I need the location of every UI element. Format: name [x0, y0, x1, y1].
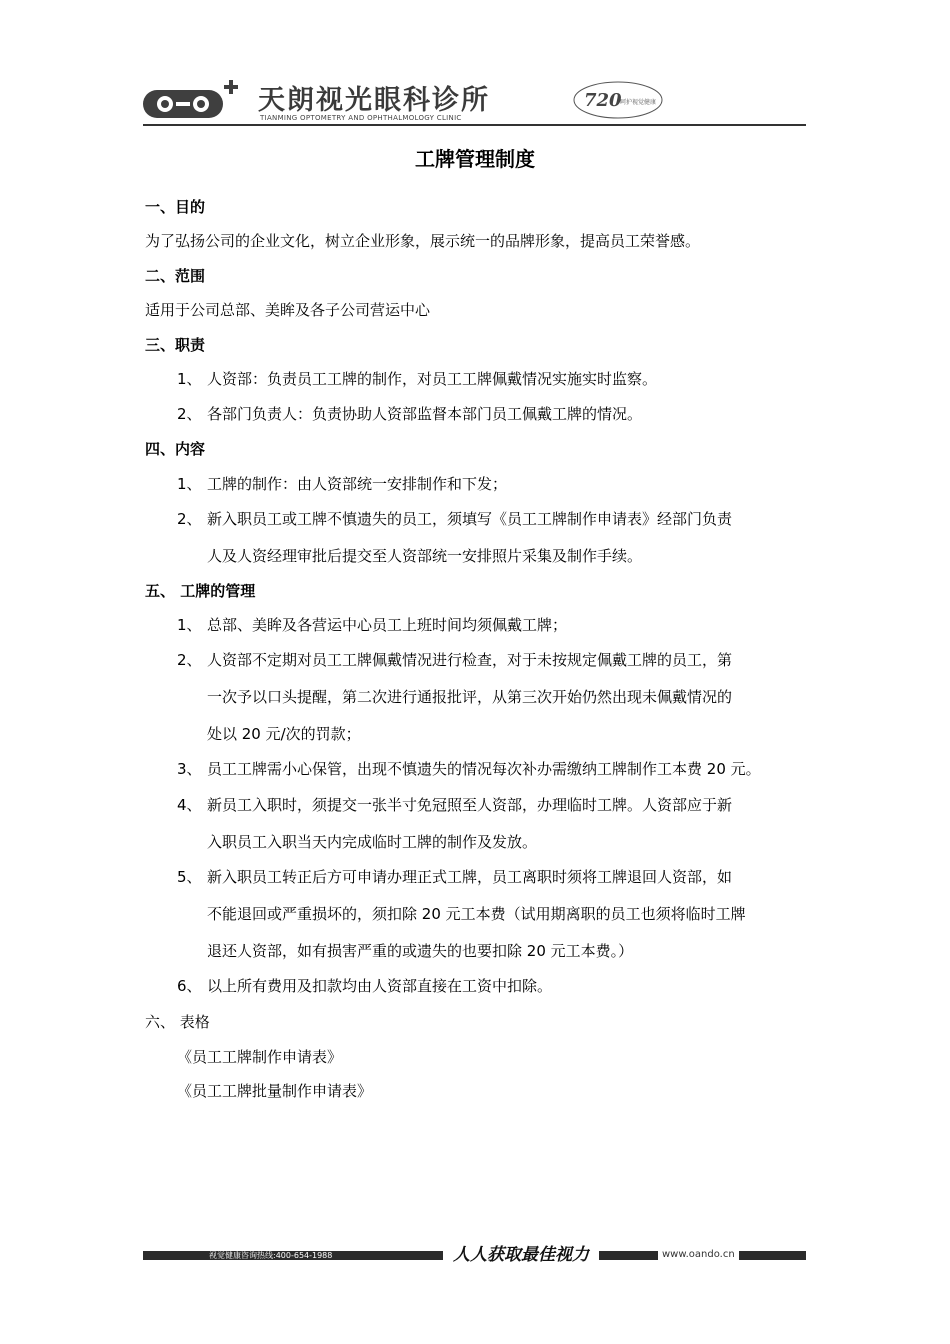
section-heading-management: 五、 工牌的管理 [145, 582, 256, 600]
clinic-name-cn: 天朗视光眼科诊所 [258, 85, 490, 116]
list-item-text: 人资部：负责员工工牌的制作，对员工工牌佩戴情况实施实时监察。 [207, 370, 658, 388]
form-title: 《员工工牌批量制作申请表》 [177, 1082, 373, 1100]
footer-url: www.oando.cn [658, 1249, 739, 1261]
list-item-text: 入职员工入职当天内完成临时工牌的制作及发放。 [207, 833, 538, 851]
list-item-text: 不能退回或严重损坏的，须扣除 20 元工本费（试用期离职的员工也须将临时工牌 [207, 905, 746, 923]
list-item-text: 退还人资部，如有损害严重的或遗失的也要扣除 20 元工本费。） [207, 942, 634, 960]
list-number: 2、 [177, 405, 202, 423]
list-item-text: 一次予以口头提醒，第二次进行通报批评，从第三次开始仍然出现未佩戴情况的 [207, 688, 733, 706]
badge-logo-icon [570, 74, 665, 122]
clinic-logo-icon [143, 80, 243, 120]
page-footer [143, 1244, 806, 1268]
list-number: 5、 [177, 868, 202, 886]
list-number: 3、 [177, 760, 202, 778]
list-item-text: 工牌的制作：由人资部统一安排制作和下发； [207, 475, 508, 493]
list-number: 4、 [177, 796, 202, 814]
list-item-text: 以上所有费用及扣款均由人资部直接在工资中扣除。 [207, 977, 553, 995]
footer-slogan: 人人获取最佳视力 [443, 1244, 599, 1266]
list-item-text: 人及人资经理审批后提交至人资部统一安排照片采集及制作手续。 [207, 547, 643, 565]
footer-hotline: 视觉健康咨询热线:400-654-1988 [205, 1252, 336, 1260]
list-item-text: 总部、美眸及各营运中心员工上班时间均须佩戴工牌； [207, 616, 568, 634]
section-heading-content: 四、内容 [145, 440, 206, 458]
list-number: 1、 [177, 475, 202, 493]
document-title: 工牌管理制度 [415, 147, 535, 171]
form-title: 《员工工牌制作申请表》 [177, 1048, 343, 1066]
clinic-name-en: TIANMING OPTOMETRY AND OPHTHALMOLOGY CLINIC [260, 114, 462, 122]
list-item-text: 员工工牌需小心保管，出现不慎遗失的情况每次补办需缴纳工牌制作工本费 20 元。 [207, 760, 761, 778]
section-text-scope: 适用于公司总部、美眸及各子公司营运中心 [145, 301, 431, 319]
list-item-text: 新入职员工转正后方可申请办理正式工牌，员工离职时须将工牌退回人资部，如 [207, 868, 733, 886]
list-item-text: 新员工入职时，须提交一张半寸免冠照至人资部，办理临时工牌。人资部应于新 [207, 796, 733, 814]
list-number: 1、 [177, 370, 202, 388]
list-item-text: 各部门负责人：负责协助人资部监督本部门员工佩戴工牌的情况。 [207, 405, 643, 423]
page-header [143, 66, 806, 126]
list-item-text: 人资部不定期对员工工牌佩戴情况进行检查，对于未按规定佩戴工牌的员工，第 [207, 651, 733, 669]
list-number: 2、 [177, 510, 202, 528]
list-item-text: 处以 20 元/次的罚款； [207, 725, 361, 743]
badge-text: 呵护视觉健康 [620, 99, 657, 106]
badge-number: 720 [584, 90, 622, 111]
section-heading-purpose: 一、目的 [145, 198, 206, 216]
list-item-text: 新入职员工或工牌不慎遗失的员工，须填写《员工工牌制作申请表》经部门负责 [207, 510, 733, 528]
header-divider [143, 124, 806, 126]
list-number: 1、 [177, 616, 202, 634]
section-text-purpose: 为了弘扬公司的企业文化，树立企业形象，展示统一的品牌形象，提高员工荣誉感。 [145, 232, 701, 250]
section-heading-forms: 六、 表格 [145, 1013, 210, 1031]
section-heading-duties: 三、职责 [145, 336, 206, 354]
list-number: 6、 [177, 977, 202, 995]
section-heading-scope: 二、范围 [145, 267, 206, 285]
list-number: 2、 [177, 651, 202, 669]
